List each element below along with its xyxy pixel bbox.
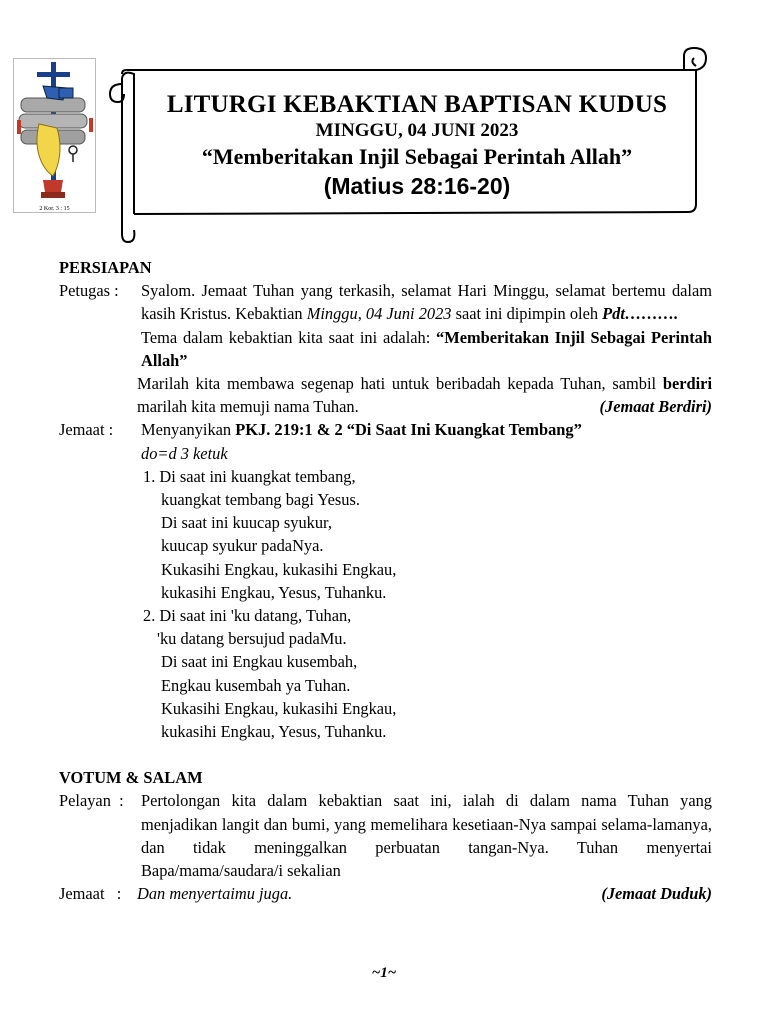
petugas-paragraph-3: Marilah kita membawa segenap hati untuk beribadah kepada Tuhan, sambil berdiri marilah kita memuji nama Tuhan. (Jemaat Berdiri) xyxy=(137,372,712,418)
document-scripture: (Matius 28:16-20) xyxy=(323,173,511,199)
cross-emblem-icon xyxy=(13,58,96,213)
theme-inline: “Memberitakan Injil Sebagai Perintah Allah” xyxy=(141,327,712,370)
verse-line: 'ku datang bersujud padaMu. xyxy=(157,629,347,649)
jemaat-response xyxy=(137,882,712,905)
song-verse-1 xyxy=(141,465,712,604)
sit-instruction: (Jemaat Duduk) xyxy=(601,884,712,904)
jemaat-response-label: Jemaat : xyxy=(59,884,122,904)
verse-line: 2. Di saat ini 'ku datang, Tuhan, xyxy=(143,606,352,626)
petugas-paragraph-2: Tema dalam kebaktian kita saat ini adalah: “Memberitakan Injil Sebagai Perintah Allah” xyxy=(141,327,712,370)
verse-line: Di saat ini kuucap syukur, xyxy=(161,513,332,533)
verse-line: kukasihi Engkau, Yesus, Tuhanku. xyxy=(161,582,387,602)
petugas-paragraph-1: Syalom. Jemaat Tuhan yang terkasih, selamat Hari Minggu, selamat bertemu dalam kasih Kristus. Kebaktian Minggu, 04 Juni 2023 saat ini dipimpin oleh Pdt………. xyxy=(141,281,712,324)
verse-line: kuucap syukur padaNya. xyxy=(161,536,324,556)
jemaat-response-block xyxy=(59,882,712,905)
section-heading-votum: VOTUM & SALAM xyxy=(59,768,203,788)
jemaat-song-block xyxy=(59,418,712,464)
petugas-block xyxy=(59,279,712,418)
pelayan-block xyxy=(59,789,712,882)
song-title: PKJ. 219:1 & 2 “Di Saat Ini Kuangkat Tembang” xyxy=(235,420,582,440)
document-date: MINGGU, 04 JUNI 2023 xyxy=(315,120,519,141)
song-announcement: Menyanyikan PKJ. 219:1 & 2 “Di Saat Ini Kuangkat Tembang” xyxy=(141,420,582,440)
stand-instruction: (Jemaat Berdiri) xyxy=(599,397,712,417)
pastor-name: Pdt………. xyxy=(602,304,679,324)
document-theme: “Memberitakan Injil Sebagai Perintah Allah” xyxy=(201,144,633,169)
page-number: ~1~ xyxy=(371,965,397,981)
church-logo xyxy=(13,58,96,213)
verse-line: Di saat ini Engkau kusembah, xyxy=(161,652,358,672)
liturgy-content xyxy=(59,256,712,905)
section-heading-persiapan: PERSIAPAN xyxy=(59,258,152,277)
verse-line: kukasihi Engkau, Yesus, Tuhanku. xyxy=(161,722,387,742)
verse-line: 1. Di saat ini kuangkat tembang, xyxy=(143,466,356,486)
pelayan-label: Pelayan : xyxy=(59,791,124,811)
song-key: do=d 3 ketuk xyxy=(141,443,228,463)
logo-caption: 2 Kor. 3 : 15 xyxy=(39,206,70,212)
jemaat-response-text: Dan menyertaimu juga. xyxy=(137,884,293,904)
title-block xyxy=(132,90,702,201)
verse-line: Kukasihi Engkau, kukasihi Engkau, xyxy=(161,698,397,718)
petugas-label: Petugas : xyxy=(59,281,119,301)
pelayan-text: Pertolongan kita dalam kebaktian saat ini, ialah di dalam nama Tuhan yang menjadikan langit dan bumi, yang memelihara kesetiaan-Nya sampai selama-lamanya, dan tidak meninggalkan perbuatan tangan-Nya. Tuhan menyertai Bapa/mama/saudara/i sekalian xyxy=(141,791,712,881)
jemaat-label: Jemaat : xyxy=(59,420,114,440)
document-title: LITURGI KEBAKTIAN BAPTISAN KUDUS xyxy=(166,91,668,118)
verse-line: kuangkat tembang bagi Yesus. xyxy=(161,490,360,510)
verse-line: Kukasihi Engkau, kukasihi Engkau, xyxy=(161,559,397,579)
song-verse-2 xyxy=(141,604,712,743)
verse-line: Engkau kusembah ya Tuhan. xyxy=(161,675,351,695)
service-date: Minggu, 04 Juni 2023 xyxy=(306,304,452,324)
